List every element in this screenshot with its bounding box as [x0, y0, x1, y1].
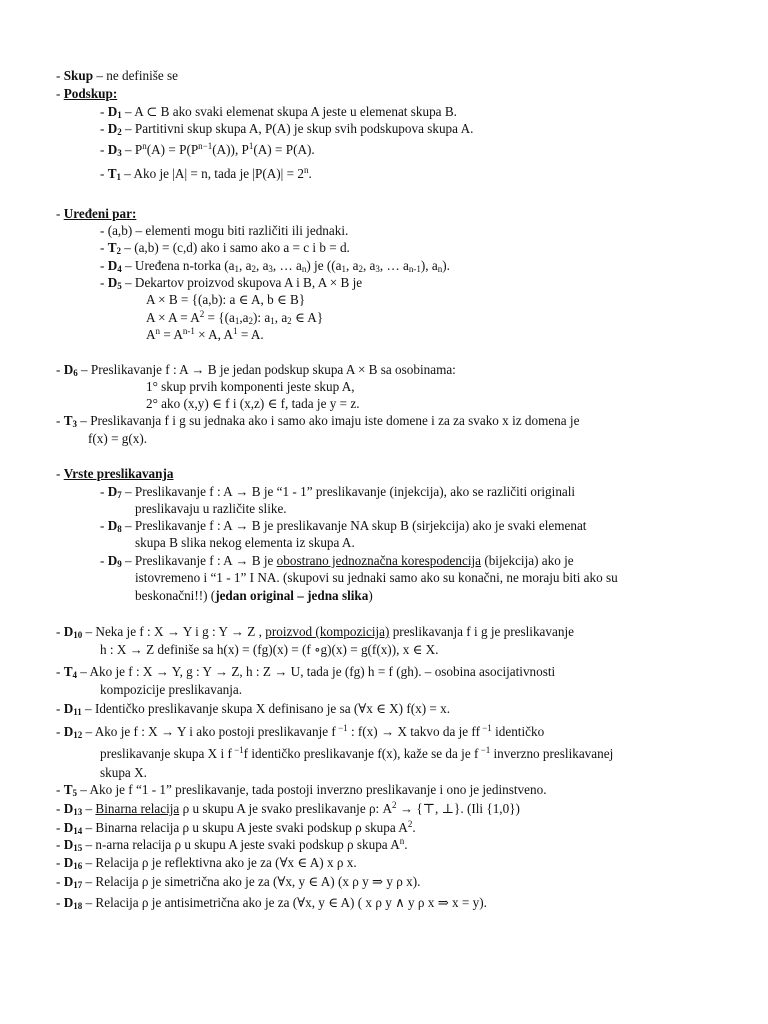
label-d16: $D_{16}$ [63, 855, 83, 871]
label-t5: $T_5$ [63, 782, 77, 798]
definition-d18: - $D_{18}$ – Relacija ρ je antisimetrična ako je za (∀x, y ∈ A) ( x ρ y ∧ y ρ x ⇒ x = y). [56, 895, 487, 911]
label-d17: $D_{17}$ [63, 874, 83, 890]
theorem-t2: - $T_2 - (a,b) = (c,d)$ ako i samo ako a = c i b = d. [100, 240, 350, 256]
par-definition: - (a,b) – elementi mogu biti različiti ili jednaki. [100, 223, 349, 238]
definition-d3: - $D_3 - P^n(A) = P(P^{n-1}(A))$, $P^1(A) = P(A)$. [100, 141, 315, 158]
definition-d17: - $D_{17}$ – Relacija ρ je simetrična ako je za (∀x, y ∈ A) (x ρ y ⇒ y ρ x). [56, 874, 421, 890]
label-d10: $D_{10}$ [63, 624, 83, 640]
theorem-t3: - $T_3$ – Preslikavanja f i g su jednaka ako i samo ako imaju iste domene i za za svako x iz domena je [56, 413, 580, 429]
definition-d1: - $D_1$ – A ⊂ B ako svaki elemenat skupa A jeste u elemenat skupa B. [100, 104, 457, 120]
label-d13: $D_{13}$ [63, 801, 83, 817]
label-d2: $D_2$ [107, 121, 122, 137]
definition-d7: - $D_7$ – Preslikavanje f : A → B je “1 - 1” preslikavanje (injekcija), ako se različiti originali [100, 484, 576, 500]
d8-continuation: skupa B slika nekog elementa iz skupa A. [135, 535, 355, 550]
label-d3: $D_3$ [107, 142, 122, 158]
t3-continuation: f(x) = g(x). [88, 431, 148, 446]
definition-d12: - $D_{12}$ – Ako je f : X → Y i ako postoji preslikavanje f $^{-1}$ : f(x) → X takvo da je ff $^{-1}$ identičko [56, 723, 545, 740]
label-d7: $D_7$ [107, 484, 122, 500]
label-t3: $T_3$ [63, 413, 77, 429]
d7-continuation: preslikavaju u različite slike. [135, 501, 287, 516]
uredjeni-par-heading: - Uređeni par: [56, 206, 137, 221]
theorem-t4: - $T_4$ – Ako je f : X → Y, g : Y → Z, h : Z → U, tada je (fg) h = f (gh). – osobina asocijativnosti [56, 664, 556, 680]
d5-formula-2: $A \times A = A^2 = \{(a_1,a_2)$: $a_1$, $a_2$ ∈ A} [146, 309, 324, 326]
definition-d4: - $D_4$ – Uređena n-torka ($a_1$, $a_2$, $a_3$, … $a_n$) je (($a_1$, $a_2$, $a_3$, … $a_{n-1}$), $a_n$). [100, 258, 450, 274]
binary-relation-term: Binarna relacija [95, 801, 180, 816]
definition-d16: - $D_{16}$ – Relacija ρ je reflektivna ako je za (∀x ∈ A) x ρ x. [56, 855, 357, 871]
d9-continuation-2: beskonačni!!) (jedan original – jedna slika) [135, 588, 373, 603]
label-d15: $D_{15}$ [63, 837, 83, 853]
theorem-t1: - $T_1$ – Ako je |A| = n, tada je $|P(A)| = 2^n$. [100, 165, 312, 182]
label-d6: $D_6$ [63, 362, 78, 378]
d5-formula-3: $A^n = A^{n-1} \times A$, $A^1 = A$. [146, 326, 264, 342]
d12-continuation-1: preslikavanje skupa X i f $^{-1}$f identičko preslikavanje f(x), kaže se da je f $^{-1}$ inverzno preslikavanej [100, 745, 614, 761]
label-t1: $T_1$ [107, 166, 121, 182]
label-d8: $D_8$ [107, 518, 122, 534]
definition-d15: - $D_{15}$ – n-arna relacija ρ u skupu A jeste svaki podskup ρ skupa $A^n$. [56, 836, 408, 853]
definition-d5: - $D_5$ – Dekartov proizvod skupova A i B, A × B je [100, 275, 363, 291]
d6-property-2: 2° ako (x,y) ∈ f i (x,z) ∈ f, tada je y = z. [146, 396, 360, 411]
label-d18: $D_{18}$ [63, 895, 83, 911]
label-d1: $D_1$ [107, 104, 122, 120]
label-d11: $D_{11}$ [63, 701, 82, 717]
d5-formula-1: A × B = {(a,b): a ∈ A, b ∈ B} [146, 292, 306, 307]
podskup-heading: - Podskup: [56, 86, 118, 101]
definition-d10: - $D_{10}$ – Neka je f : X → Y i g : Y → Z , proizvod (kompozicija) preslikavanja f i g je preslikavanje [56, 624, 574, 640]
label-d5: $D_5$ [107, 275, 122, 291]
definition-d14: - $D_{14}$ – Binarna relacija ρ u skupu A jeste svaki podskup ρ skupa $A^2$. [56, 819, 416, 836]
definition-d11: - $D_{11}$ – Identičko preslikavanje skupa X definisano je sa (∀x ∈ X) f(x) = x. [56, 701, 451, 717]
definition-d8: - $D_8$ – Preslikavanje f : A → B je preslikavanje NA skup B (sirjekcija) ako je svaki elemenat [100, 518, 587, 534]
label-d12: $D_{12}$ [63, 724, 83, 740]
definition-d9: - $D_9$ – Preslikavanje f : A → B je obostrano jednoznačna korespodencija (bijekcija) ako je [100, 553, 574, 569]
d9-continuation-1: istovremeno i “1 - 1” I NA. (skupovi su jednaki samo ako su konačni, ne moraju biti ako su [135, 570, 618, 585]
definition-d6: - $D_6$ – Preslikavanje f : A → B je jedan podskup skupa A × B sa osobinama: [56, 362, 456, 378]
definition-d2: - $D_2$ – Partitivni skup skupa A, P(A) je skup svih podskupova skupa A. [100, 121, 474, 137]
d10-continuation: h : X → Z definiše sa h(x) = (fg)(x) = (f ∘g)(x) = g(f(x)), x ∈ X. [100, 642, 439, 657]
bijection-slogan: jedan original – jedna slika [215, 588, 369, 603]
skup-line: - Skup – ne definiše se [56, 68, 179, 83]
skup-term: Skup [63, 68, 94, 83]
definition-d13: - $D_{13}$ – Binarna relacija ρ u skupu A je svako preslikavanje ρ: $A^2$ → {⊤, ⊥}. (Ili {1,0}) [56, 800, 520, 817]
label-t2: $T_2$ [107, 240, 121, 256]
label-d9: $D_9$ [107, 553, 122, 569]
label-t4: $T_4$ [63, 664, 77, 680]
d6-property-1: 1° skup prvih komponenti jeste skup A, [146, 379, 355, 394]
composition-term: proizvod (kompozicija) [265, 624, 390, 639]
label-d4: $D_4$ [107, 258, 122, 274]
vrste-preslikavanja-heading: - Vrste preslikavanja [56, 466, 174, 481]
theorem-t5: - $T_5$ – Ako je f “1 - 1” preslikavanje, tada postoji inverzno preslikavanje i ono je jedinstveno. [56, 782, 547, 798]
d12-continuation-2: skupa X. [100, 765, 147, 780]
t4-continuation: kompozicije preslikavanja. [100, 682, 243, 697]
bijection-term: obostrano jednoznačna korespodencija [276, 553, 482, 568]
label-d14: $D_{14}$ [63, 820, 83, 836]
